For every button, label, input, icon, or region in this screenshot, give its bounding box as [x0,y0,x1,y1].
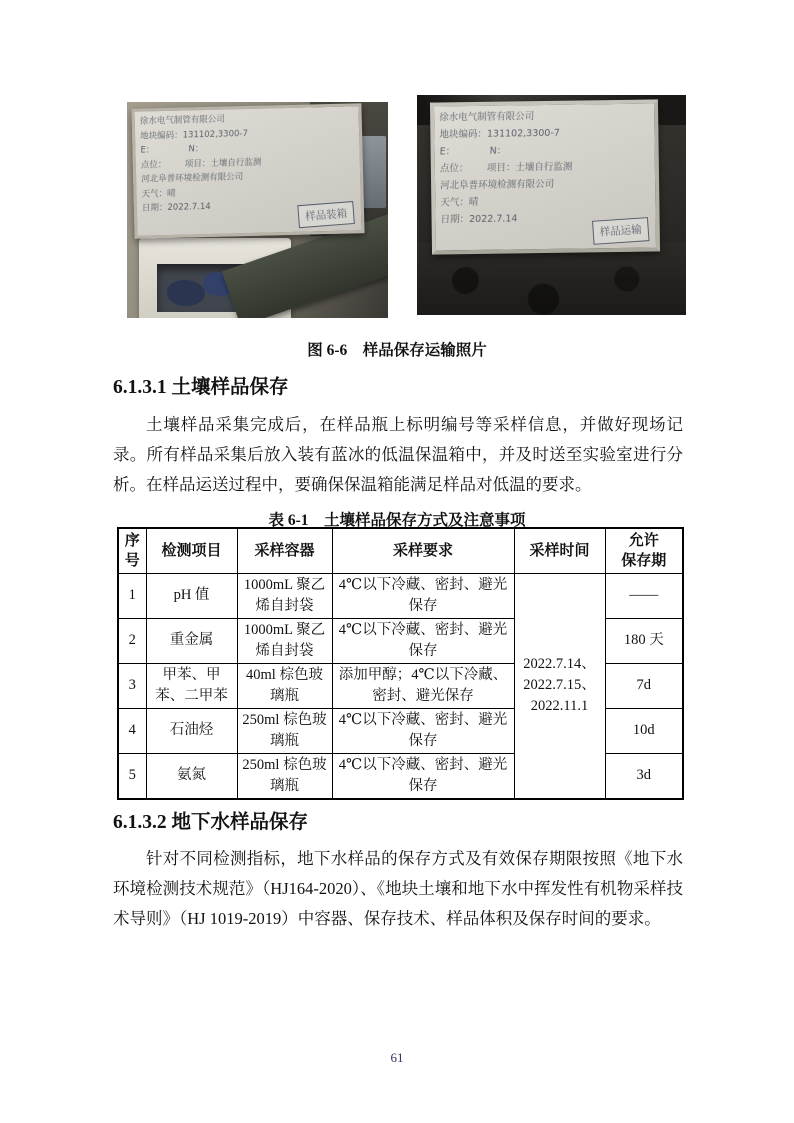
sampling-time-line: 2022.7.15、 [523,677,596,693]
header-item: 检测项目 [146,528,237,573]
cell-item: pH 值 [146,573,237,618]
cell-requirement: 4℃以下冷藏、密封、避光保存 [332,573,514,618]
board-coord-e: E： [439,146,456,158]
cell-container: 1000mL 聚乙烯自封袋 [237,573,332,618]
board-line-company: 徐水电气制管有限公司 [139,114,225,127]
cell-item: 石油烃 [146,708,237,753]
table-row [118,573,683,618]
header-sampling-time: 采样时间 [514,528,605,573]
cell-retention: 7d [605,663,683,708]
cell-requirement: 4℃以下冷藏、密封、避光保存 [332,708,514,753]
header-allowed-retention [605,528,683,573]
heading-groundwater-sample-storage: 6.1.3.2 地下水样品保存 [113,812,309,833]
board-weather: 天气：晴 [141,188,176,200]
board-tag-box [297,201,355,228]
board-date: 日期：2022.7.14 [141,201,211,214]
board-weather: 天气：晴 [440,196,479,209]
board-date: 日期：2022.7.14 [440,213,518,226]
cell-retention: 3d [605,753,683,799]
board-project: 项目：土壤自行监测 [184,157,261,170]
board-tester-company: 河北阜普环境检测有限公司 [439,178,555,192]
figure-caption: 图 6-6 样品保存运输照片 [307,342,487,359]
cell-item: 氨氮 [146,753,237,799]
cell-no: 1 [118,573,146,618]
cell-requirement: 4℃以下冷藏、密封、避光保存 [332,618,514,663]
cell-item: 重金属 [146,618,237,663]
header-allowed-line1: 允许 [628,532,659,549]
cell-sampling-time [514,573,605,799]
board-tag-label: 样品装箱 [304,207,348,223]
cell-requirement: 添加甲醇；4℃以下冷藏、密封、避光保存 [332,663,514,708]
cell-retention: 180 天 [605,618,683,663]
cell-container: 250ml 棕色玻璃瓶 [237,708,332,753]
board-coord-n: N： [488,145,506,157]
photo-sample-transport [417,95,686,315]
cell-container: 40ml 棕色玻璃瓶 [237,663,332,708]
sampling-time-line: 2022.11.1 [530,698,589,714]
cell-retention: —— [605,573,683,618]
cell-no: 3 [118,663,146,708]
blue-ice-bag [167,280,205,306]
board-line-company: 徐水电气制管有限公司 [438,111,535,124]
table-header-row [118,528,683,573]
photo-sample-boxing [127,102,388,318]
header-container: 采样容器 [237,528,332,573]
board-line-parcel-code: 地块编码：131102,3300-7 [139,128,249,142]
table-caption: 表 6-1 土壤样品保存方式及注意事项 [268,512,526,529]
paragraph-groundwater-sample-storage: 针对不同检测指标，地下水样品的保存方式及有效保存期限按照《地下水环境检测技术规范》（HJ164-2020）、《地块土壤和地下水中挥发性有机物采样技术导则》（HJ 1019-2019）中容器、保存技术、样品体积及保存时间的要求。 [113,849,683,928]
heading-soil-sample-storage: 6.1.3.1 土壤样品保存 [113,377,289,398]
cell-retention: 10d [605,708,683,753]
whiteboard [131,103,364,239]
board-point-label: 点位： [439,163,469,175]
board-point-label: 点位： [140,159,167,171]
whiteboard [430,99,660,254]
board-tag-box [592,217,649,245]
cell-no: 5 [118,753,146,799]
cell-requirement: 4℃以下冷藏、密封、避光保存 [332,753,514,799]
sampling-time-line: 2022.7.14、 [523,656,596,672]
header-allowed-line2: 保存期 [621,552,667,569]
cell-container: 1000mL 聚乙烯自封袋 [237,618,332,663]
cell-no: 4 [118,708,146,753]
cell-item: 甲苯、甲苯、二甲苯 [146,663,237,708]
soil-sample-storage-table [117,527,684,800]
board-line-parcel-code: 地块编码：131102,3300-7 [439,127,561,141]
page-number: 61 [390,1050,404,1065]
board-coord-e: E： [140,145,155,156]
board-project: 项目：土壤自行监测 [486,161,573,174]
cell-no: 2 [118,618,146,663]
board-coord-n: N： [188,144,204,155]
paragraph-soil-sample-storage: 土壤样品采集完成后，在样品瓶上标明编号等采样信息，并做好现场记录。所有样品采集后放入装有蓝冰的低温保温箱中，并及时送至实验室进行分析。在样品运送过程中，要确保保温箱能满足样品对低温的要求。 [113,415,683,494]
board-tag-label: 样品运输 [599,223,643,239]
header-no: 序号 [118,528,146,573]
header-requirement: 采样要求 [332,528,514,573]
board-tester-company: 河北阜普环境检测有限公司 [141,172,244,185]
cell-container: 250ml 棕色玻璃瓶 [237,753,332,799]
